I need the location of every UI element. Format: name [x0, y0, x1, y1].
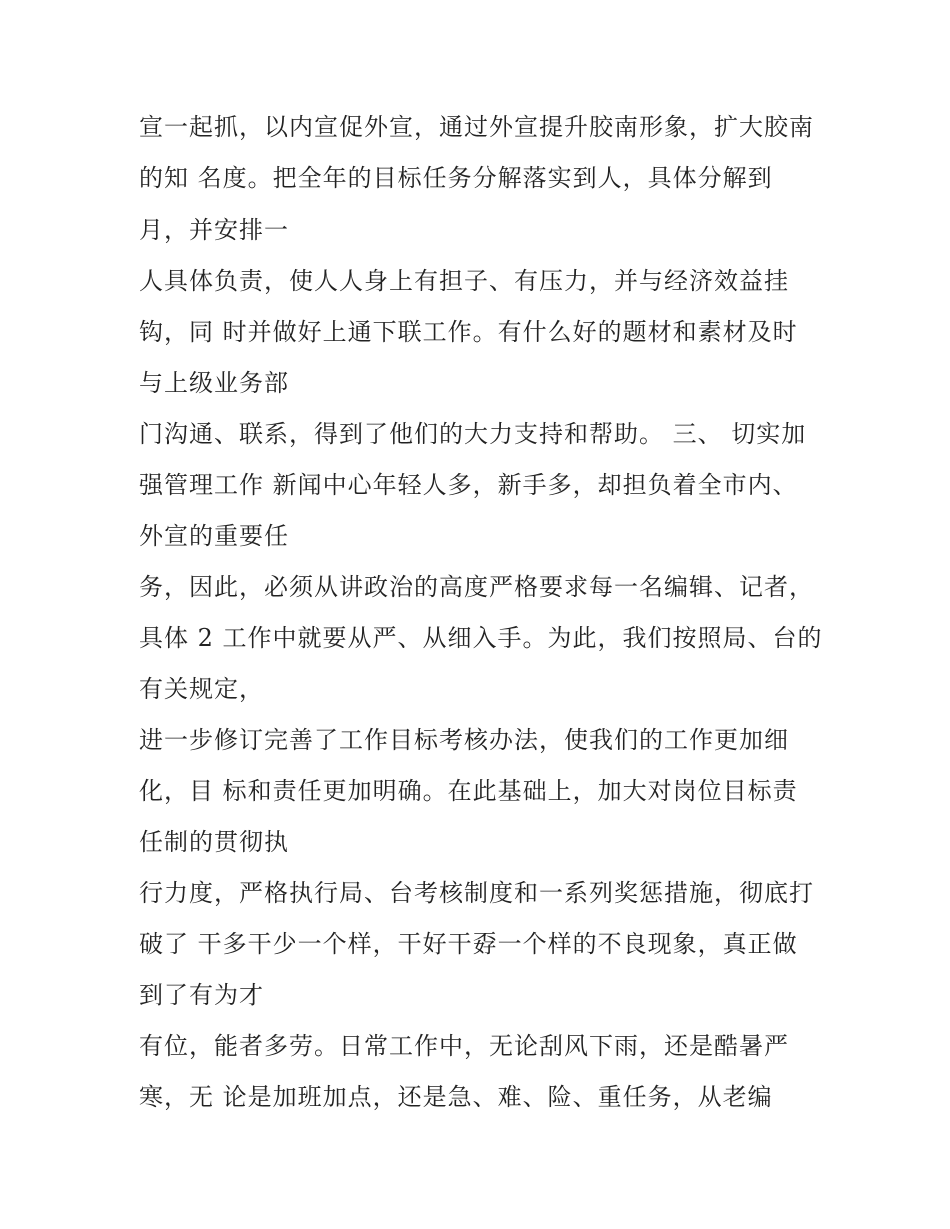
text-line: 寒，无 论是加班加点，还是急、难、险、重任务，从老编 — [139, 1083, 773, 1111]
text-line: 任制的贯彻执 — [139, 828, 289, 856]
text-line: 有位，能者多劳。日常工作中，无论刮风下雨，还是酷暑严 — [139, 1032, 789, 1060]
text-line: 化，目 标和责任更加明确。在此基础上，加大对岗位目标责 — [139, 777, 798, 805]
text-line: 门沟通、联系，得到了他们的大力支持和帮助。 三、 切实加 — [139, 420, 807, 448]
text-line: 人具体负责，使人人身上有担子、有压力，并与经济效益挂 — [139, 267, 789, 295]
text-line: 进一步修订完善了工作目标考核办法，使我们的工作更加细 — [139, 726, 789, 754]
text-line: 外宣的重要任 — [139, 522, 289, 550]
text-line: 有关规定， — [139, 675, 264, 703]
text-line: 强管理工作 新闻中心年轻人多，新手多，却担负着全市内、 — [139, 471, 798, 499]
text-line: 务，因此，必须从讲政治的高度严格要求每一名编辑、记者， — [139, 573, 814, 601]
text-line: 与上级业务部 — [139, 369, 289, 397]
text-line: 月，并安排一 — [139, 216, 289, 244]
text-line: 行力度，严格执行局、台考核制度和一系列奖惩措施，彻底打 — [139, 879, 814, 907]
text-line: 钩，同 时并做好上通下联工作。有什么好的题材和素材及时 — [139, 318, 798, 346]
text-line: 的知 名度。把全年的目标任务分解落实到人，具体分解到 — [139, 164, 773, 192]
text-line: 破了 干多干少一个样，干好干孬一个样的不良现象，真正做 — [139, 930, 798, 958]
text-line: 宣一起抓，以内宣促外宣，通过外宣提升胶南形象，扩大胶南 — [139, 113, 814, 141]
text-line: 到了有为才 — [139, 981, 264, 1009]
text-line: 具体 2 工作中就要从严、从细入手。为此，我们按照局、台的 — [139, 624, 823, 652]
